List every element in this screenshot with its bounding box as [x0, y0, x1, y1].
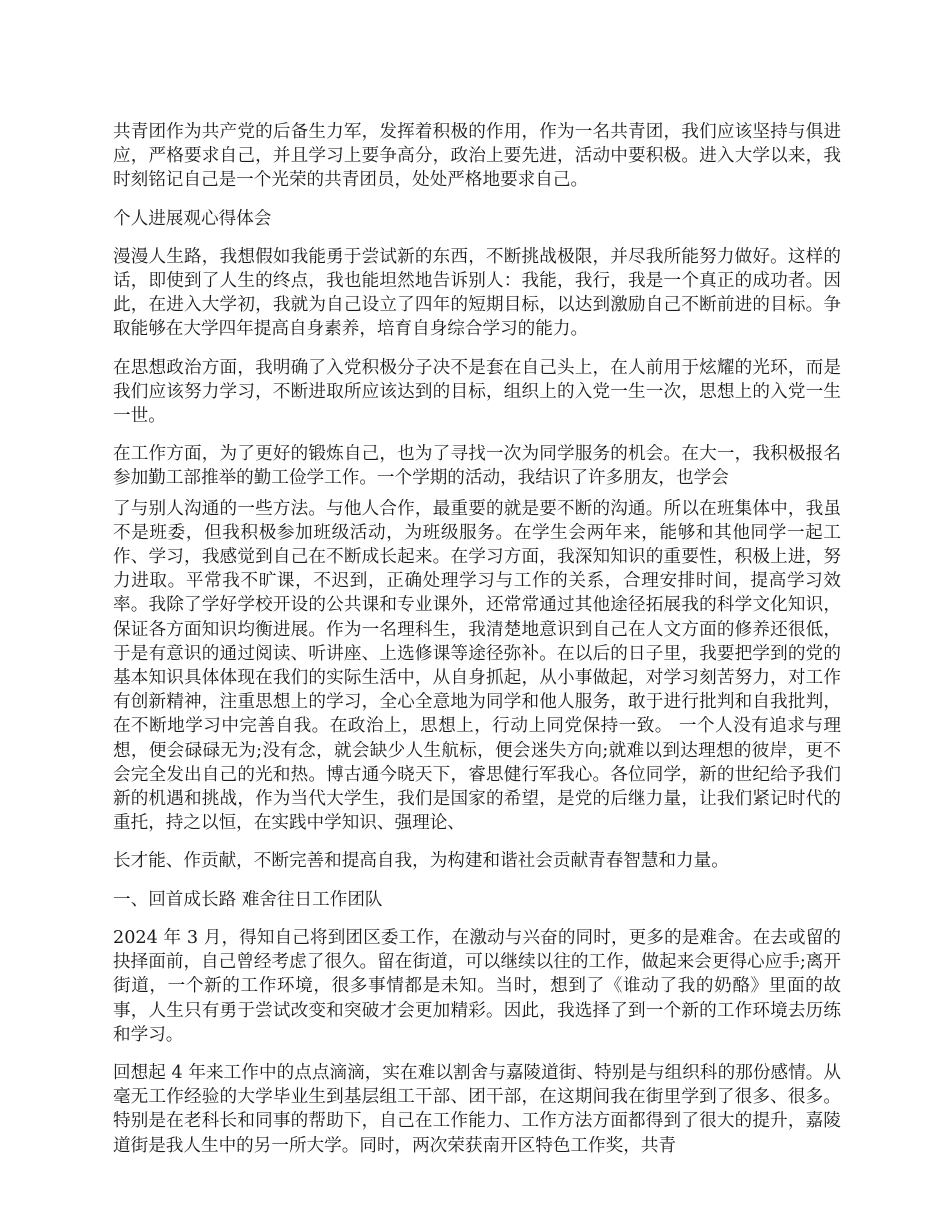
- section-heading-looking-back: 一、回首成长路 难舍往日工作团队: [113, 889, 383, 910]
- paragraph-contribution: 长才能、作贡献，不断完善和提高自我，为构建和谐社会贡献青春智慧和力量。: [113, 851, 729, 872]
- document-body: [113, 120, 841, 1172]
- paragraph-intro: 共青团作为共产党的后备生力军，发挥着积极的作用，作为一名共青团，我们应该坚持与俱进应，严格要求自己，并且学习上要争高分，政治上要先进，活动中要积极。进入大学以来，我时刻铭记自己是一个光荣的共青团员，处处严格地要求自己。: [113, 122, 841, 191]
- paragraph-work-aspect: 在工作方面，为了更好的锻炼自己，也为了寻找一次为同学服务的机会。在大一，我积极报名参加勤工部推举的勤工俭学工作。一个学期的活动，我结识了许多朋友，也学会: [113, 444, 841, 489]
- paragraph-communication-study: 了与别人沟通的一些方法。与他人合作，最重要的就是要不断的沟通。所以在班集体中，我虽不是班委，但我积极参加班级活动，为班级服务。在学生会两年来，能够和其他同学一起工作、学习，我感觉到自己在不断成长起来。在学习方面，我深知知识的重要性，积极上进，努力进取。平常我不旷课，不迟到，正确处理学习与工作的关系，合理安排时间，提高学习效率。我除了学好学校开设的公共课和专业课外，还常常通过其他途径拓展我的科学文化知识，保证各方面知识均衡进展。作为一名理科生，我清楚地意识到自己在人文方面的修养还很低，于是有意识的通过阅读、听讲座、上选修课等途径弥补。在以后的日子里，我要把学到的党的基本知识具体体现在我们的实际生活中，从自身抓起，从小事做起，对学习刻苦努力，对工作有创新精神，注重思想上的学习，全心全意地为同学和他人服务，敢于进行批判和自我批判，在不断地学习中完善自我。在政治上，思想上，行动上同党保持一致。 一个人没有追求与理想，便会碌碌无为;没有念，就会缺少人生航标，便会迷失方向;就难以到达理想的彼岸，更不会完全发出自己的光和热。博古通今晓天下，睿思健行军我心。各位同学，新的世纪给予我们新的机遇和挑战，作为当代大学生，我们是国家的希望，是党的后继力量，让我们紧记时代的重托，持之以恒，在实践中学知识、强理论、: [113, 498, 841, 834]
- paragraph-2024-transfer: 2024 年 3 月，得知自己将到团区委工作，在激动与兴奋的同时，更多的是难舍。在去或留的抉择面前，自己曾经考虑了很久。留在街道，可以继续以往的工作，做起来会更得心应手;离开街道，一个新的工作环境，很多事情都是未知。当时，想到了《谁动了我的奶酪》里面的故事，人生只有勇于尝试改变和突破才会更加精彩。因此，我选择了到一个新的工作环境去历练和学习。: [113, 927, 841, 1045]
- paragraph-four-years-recollection: 回想起 4 年来工作中的点点滴滴，实在难以割舍与嘉陵道街、特别是与组织科的那份感情。从毫无工作经验的大学毕业生到基层组工干部、团干部，在这期间我在街里学到了很多、很多。特别是在老科长和同事的帮助下，自己在工作能力、工作方法方面都得到了很大的提升，嘉陵道街是我人生中的另一所大学。同时，两次荣获南开区特色工作奖，共青: [113, 1062, 841, 1156]
- section-heading-personal-development: 个人进展观心得体会: [113, 208, 272, 229]
- paragraph-political-thought: 在思想政治方面，我明确了入党积极分子决不是套在自己头上，在人前用于炫耀的光环，而是我们应该努力学习，不断进取所应该达到的目标，组织上的入党一生一次，思想上的入党一生一世。: [113, 357, 841, 427]
- paragraph-life-goals: 漫漫人生路，我想假如我能勇于尝试新的东西，不断挑战极限，并尽我所能努力做好。这样的话，即使到了人生的终点，我也能坦然地告诉别人：我能，我行，我是一个真正的成功者。因此，在进入大学初，我就为自己设立了四年的短期目标，以达到激励自己不断前进的目标。争取能够在大学四年提高自身素养，培育自身综合学习的能力。: [113, 246, 841, 340]
